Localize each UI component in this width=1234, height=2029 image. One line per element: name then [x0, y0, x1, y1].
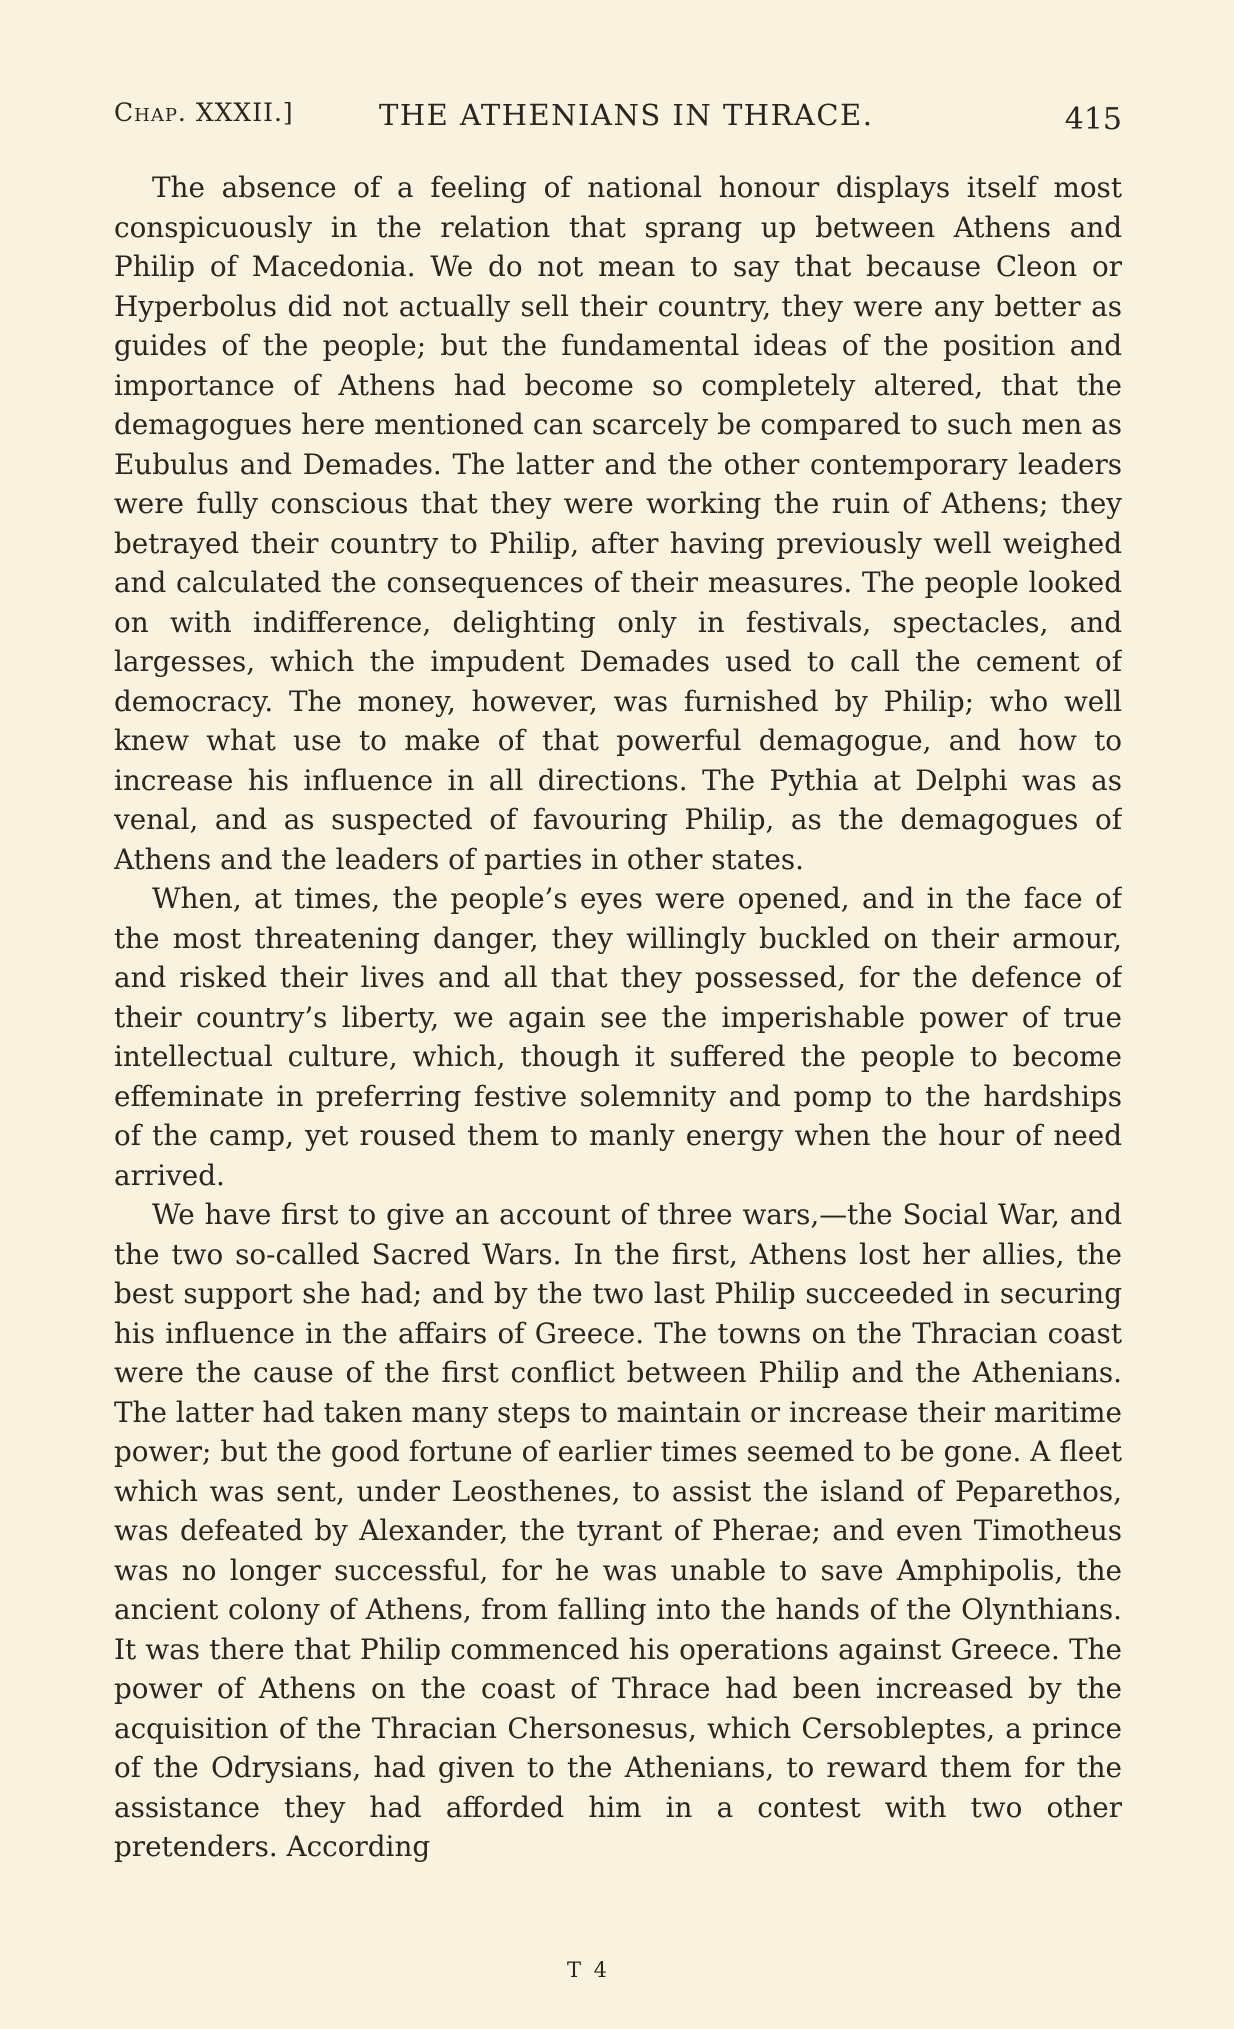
running-title: THE ATHENIANS IN THRACE. — [379, 98, 874, 132]
signature-mark: T 4 — [567, 1958, 611, 1982]
paragraph-national-honour: The absence of a feeling of national honour displays itself most conspicuously in the relation that sprang up between Athens and Philip of Macedonia. We do not mean to say that because Cleon or Hyperbolus did not actually sell their country, they were any better as guides of the people; but the fundamental ideas of the position and importance of Athens had become so completely altered, that the demagogues here mentioned can scarcely be compared to such men as Eubulus and Demades. The latter and the other contemporary leaders were fully conscious that they were working the ruin of Athens; they betrayed their country to Philip, after having previously well weighed and calculated the consequences of their measures. The people looked on with indifference, delighting only in festivals, spectacles, and largesses, which the impudent Demades used to call the cement of democracy. The money, however, was furnished by Philip; who well knew what use to make of that powerful demagogue, and how to increase his influence in all directions. The Pythia at Delphi was as venal, and as suspected of favouring Philip, as the demagogues of Athens and the leaders of parties in other states. — [114, 171, 1122, 876]
body-text — [114, 168, 1122, 1948]
paragraph-peoples-eyes: When, at times, the people’s eyes were opened, and in the face of the most threatening danger, they willingly buckled on their armour, and risked their lives and all that they possessed, for the defence of their country’s liberty, we again see the imperishable power of true intellectual culture, which, though it suffered the people to become effeminate in preferring festive solemnity and pomp to the hardships of the camp, yet roused them to manly energy when the hour of need arrived. — [114, 882, 1122, 1192]
running-header — [114, 98, 1122, 138]
paragraph-three-wars: We have first to give an account of three wars,—the Social War, and the two so-called Sacred Wars. In the first, Athens lost her allies, the best support she had; and by the two last Philip succeeded in securing his influence in the affairs of Greece. The towns on the Thracian coast were the cause of the first conflict between Philip and the Athenians. The latter had taken many steps to maintain or increase their maritime power; but the good fortune of earlier times seemed to be gone. A fleet which was sent, under Leosthenes, to assist the island of Peparethos, was defeated by Alexander, the tyrant of Pherae; and even Timotheus was no longer successful, for he was unable to save Amphipolis, the ancient colony of Athens, from falling into the hands of the Olynthians. It was there that Philip commenced his operations against Greece. The power of Athens on the coast of Thrace had been increased by the acquisition of the Thracian Chersonesus, which Cersobleptes, a prince of the Odrysians, had given to the Athenians, to reward them for the assistance they had afforded him in a contest with two other pretenders. According — [114, 1198, 1122, 1863]
chapter-label: Chap. XXXII.] — [114, 98, 294, 127]
page-number: 415 — [1064, 102, 1122, 137]
